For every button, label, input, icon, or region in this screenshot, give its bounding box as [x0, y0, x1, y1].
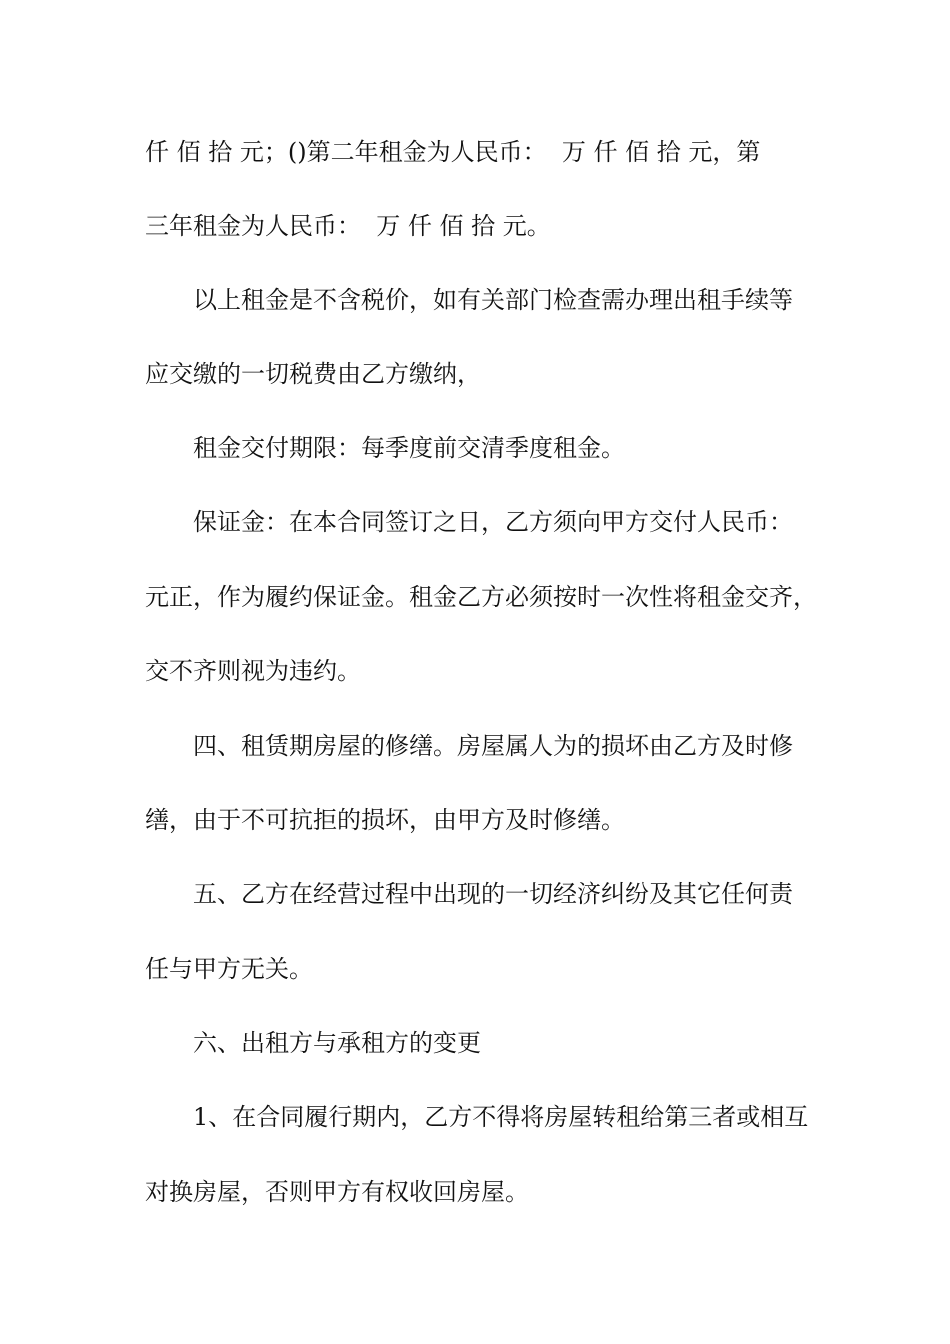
text-line-6: 保证金：在本合同签订之日，乙方须向甲方交付人民币：	[193, 508, 793, 536]
text-line-8: 交不齐则视为违约。	[145, 657, 361, 685]
text-line-11: 五、乙方在经营过程中出现的一切经济纠纷及其它任何责	[193, 880, 793, 908]
text-line-7: 元正，作为履约保证金。租金乙方必须按时一次性将租金交齐，	[145, 583, 817, 611]
text-line-3: 以上租金是不含税价，如有关部门检查需办理出租手续等	[193, 286, 793, 314]
text-line-9: 四、租赁期房屋的修缮。房屋属人为的损坏由乙方及时修	[193, 732, 793, 760]
text-line-12: 任与甲方无关。	[145, 955, 313, 983]
text-line-14: 1、在合同履行期内，乙方不得将房屋转租给第三者或相互	[193, 1103, 809, 1131]
text-line-10: 缮，由于不可抗拒的损坏，由甲方及时修缮。	[145, 806, 625, 834]
text-line-1: 仟 佰 拾 元；()第二年租金为人民币： 万 仟 佰 拾 元，第	[145, 138, 761, 166]
text-line-13: 六、出租方与承租方的变更	[193, 1029, 481, 1057]
text-line-2: 三年租金为人民币： 万 仟 佰 拾 元。	[145, 212, 551, 240]
text-line-4: 应交缴的一切税费由乙方缴纳，	[145, 360, 481, 388]
text-line-15: 对换房屋，否则甲方有权收回房屋。	[145, 1178, 529, 1206]
text-line-5: 租金交付期限：每季度前交清季度租金。	[193, 434, 625, 462]
